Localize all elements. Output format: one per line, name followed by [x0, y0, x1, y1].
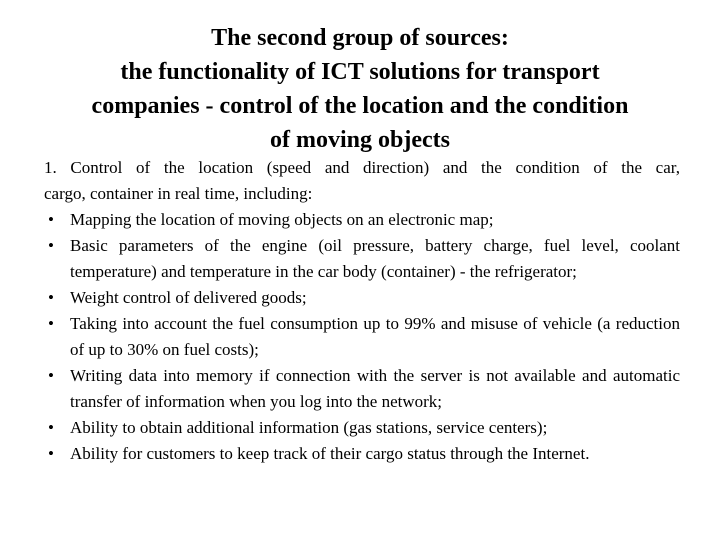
- bullet-icon: •: [48, 366, 54, 385]
- bullet-icon: •: [48, 210, 54, 229]
- bullet-text: Weight control of delivered goods;: [70, 288, 307, 307]
- title-line-4: of moving objects: [270, 127, 450, 153]
- bullet-text: Basic parameters of the engine (oil pressure, battery charge, fuel level, coolant temperature) and temperature in the car body (container) - the refrigerator;: [70, 236, 680, 281]
- list-item: [44, 441, 680, 467]
- bullet-icon: •: [48, 288, 54, 307]
- list-item: [44, 285, 680, 311]
- intro-paragraph: [44, 155, 680, 207]
- bullet-text: Ability for customers to keep track of their cargo status through the Internet.: [70, 444, 590, 463]
- bullet-text: Writing data into memory if connection with the server is not available and automatic transfer of information when you log into the network;: [70, 366, 680, 411]
- intro-line-1: 1. Control of the location (speed and direction) and the condition of the car,: [44, 158, 680, 177]
- bullet-text: Mapping the location of moving objects on an electronic map;: [70, 210, 494, 229]
- list-item: [44, 311, 680, 363]
- slide-title: [30, 21, 690, 157]
- bullet-list: [44, 207, 680, 467]
- list-item: [44, 415, 680, 441]
- list-item: [44, 363, 680, 415]
- bullet-text: Ability to obtain additional information (gas stations, service centers);: [70, 418, 548, 437]
- bullet-icon: •: [48, 418, 54, 437]
- title-line-1: The second group of sources:: [211, 25, 509, 51]
- title-line-3: companies - control of the location and the condition: [91, 93, 629, 119]
- list-item: [44, 233, 680, 285]
- title-line-2: the functionality of ICT solutions for transport: [120, 59, 600, 85]
- list-item: [44, 207, 680, 233]
- bullet-icon: •: [48, 314, 54, 333]
- bullet-text: Taking into account the fuel consumption up to 99% and misuse of vehicle (a reduction of up to 30% on fuel costs);: [70, 314, 680, 359]
- intro-line-2: cargo, container in real time, including:: [44, 184, 313, 203]
- bullet-icon: •: [48, 444, 54, 463]
- slide-body: [44, 155, 680, 467]
- bullet-icon: •: [48, 236, 54, 255]
